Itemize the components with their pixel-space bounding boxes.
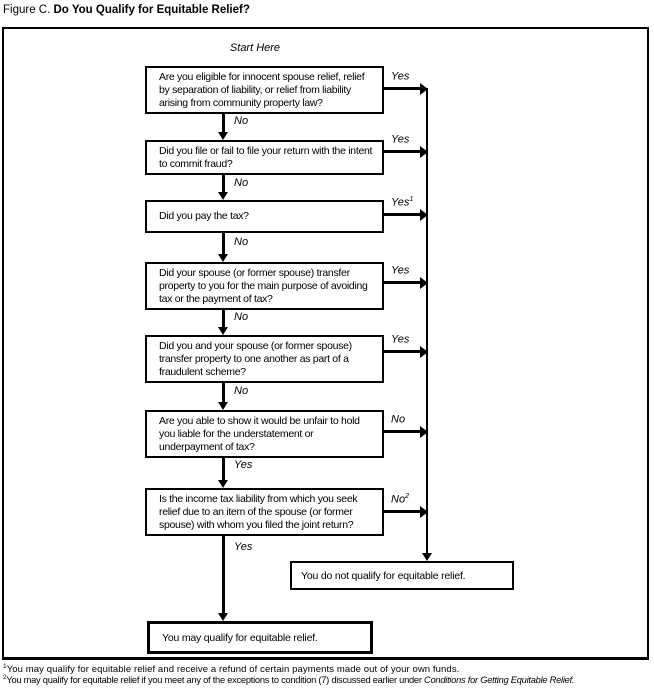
question-text-7: Is the income tax liability from which you seek relief due to an item of the spouse (or former spouse) with whom you filed the joint return? xyxy=(159,492,358,531)
down-branch-label-6: Yes xyxy=(234,459,253,471)
down-branch-label-2: No xyxy=(234,177,249,189)
question-box-3 xyxy=(145,200,384,233)
result-may-qualify-text: You may qualify for equitable relief. xyxy=(162,631,318,644)
right-arrow-line-5 xyxy=(383,350,420,353)
down-arrowhead-icon-4 xyxy=(218,327,228,335)
right-arrow-line-3 xyxy=(383,213,420,216)
question-box-4 xyxy=(145,262,384,310)
down-arrowhead-icon-3 xyxy=(218,254,228,262)
down-arrow-line-6 xyxy=(222,457,225,481)
footnote-1: $^1$You may qualify for equitable relief and receive a refund of certain payments made out of your own funds. xyxy=(3,663,460,676)
right-branch-label-3: Yes$^1$ xyxy=(391,196,414,209)
question-box-2 xyxy=(145,140,384,175)
question-text-5: Did you and your spouse (or former spouse) transfer property to one another as part of a fraudulent scheme? xyxy=(159,339,352,378)
down-branch-label-5: No xyxy=(234,385,249,397)
question-text-3: Did you pay the tax? xyxy=(159,210,249,222)
down-arrow-line-7 xyxy=(222,535,225,614)
down-arrow-line-4 xyxy=(222,309,225,328)
right-arrow-line-4 xyxy=(383,281,420,284)
figure-title-prefix: Figure C. xyxy=(3,4,51,16)
right-branch-label-4: Yes xyxy=(391,264,410,277)
down-arrowhead-icon-6 xyxy=(218,480,228,488)
result-not-qualify-text: You do not qualify for equitable relief. xyxy=(301,569,466,582)
result-not-qualify-box xyxy=(290,561,514,590)
collector-line xyxy=(426,88,428,553)
question-box-7 xyxy=(145,488,384,536)
down-branch-label-1: No xyxy=(234,115,249,127)
down-arrowhead-icon-2 xyxy=(218,192,228,200)
figure-title xyxy=(3,4,250,16)
question-box-6 xyxy=(145,410,384,458)
right-branch-label-7: No$^2$ xyxy=(391,493,409,506)
down-arrowhead-icon-5 xyxy=(218,402,228,410)
right-branch-label-2: Yes xyxy=(391,133,410,146)
question-text-6: Are you able to show it would be unfair to hold you liable for the understatement or underpayment of tax? xyxy=(159,414,360,453)
right-arrow-line-1 xyxy=(383,87,420,90)
right-branch-label-6: No xyxy=(391,413,406,426)
down-branch-label-7: Yes xyxy=(234,541,253,553)
down-arrow-line-3 xyxy=(222,232,225,255)
figure-title-main: Do You Qualify for Equitable Relief? xyxy=(53,4,250,16)
down-arrowhead-icon-7 xyxy=(218,613,228,621)
right-arrow-line-7 xyxy=(383,510,420,513)
question-text-1: Are you eligible for innocent spouse relief, relief by separation of liability, or relief from liability arising from community property law? xyxy=(159,70,365,109)
start-here-label: Start Here xyxy=(229,42,281,54)
footnote-2: $^2$You may qualify for equitable relief if you meet any of the exceptions to condition (7) discussed earlier under Conditions for Getting Equitable Relief. xyxy=(3,674,575,686)
down-arrow-line-1 xyxy=(222,113,225,133)
down-branch-label-4: No xyxy=(234,311,249,323)
down-arrowhead-icon-1 xyxy=(218,132,228,140)
down-branch-label-3: No xyxy=(234,236,249,248)
down-arrow-line-5 xyxy=(222,382,225,403)
right-branch-label-5: Yes xyxy=(391,333,410,346)
question-text-2: Did you file or fail to file your return with the intent to commit fraud? xyxy=(159,144,373,170)
question-text-4: Did your spouse (or former spouse) transfer property to you for the main purpose of avoiding tax or the payment of tax? xyxy=(159,266,368,305)
result-may-qualify-box xyxy=(147,621,373,654)
collector-down-arrowhead-icon xyxy=(422,553,432,561)
right-arrow-line-6 xyxy=(383,430,420,433)
down-arrow-line-2 xyxy=(222,174,225,193)
right-branch-label-1: Yes xyxy=(391,70,410,83)
question-box-1 xyxy=(145,66,384,114)
question-box-5 xyxy=(145,335,384,383)
right-arrow-line-2 xyxy=(383,150,420,153)
